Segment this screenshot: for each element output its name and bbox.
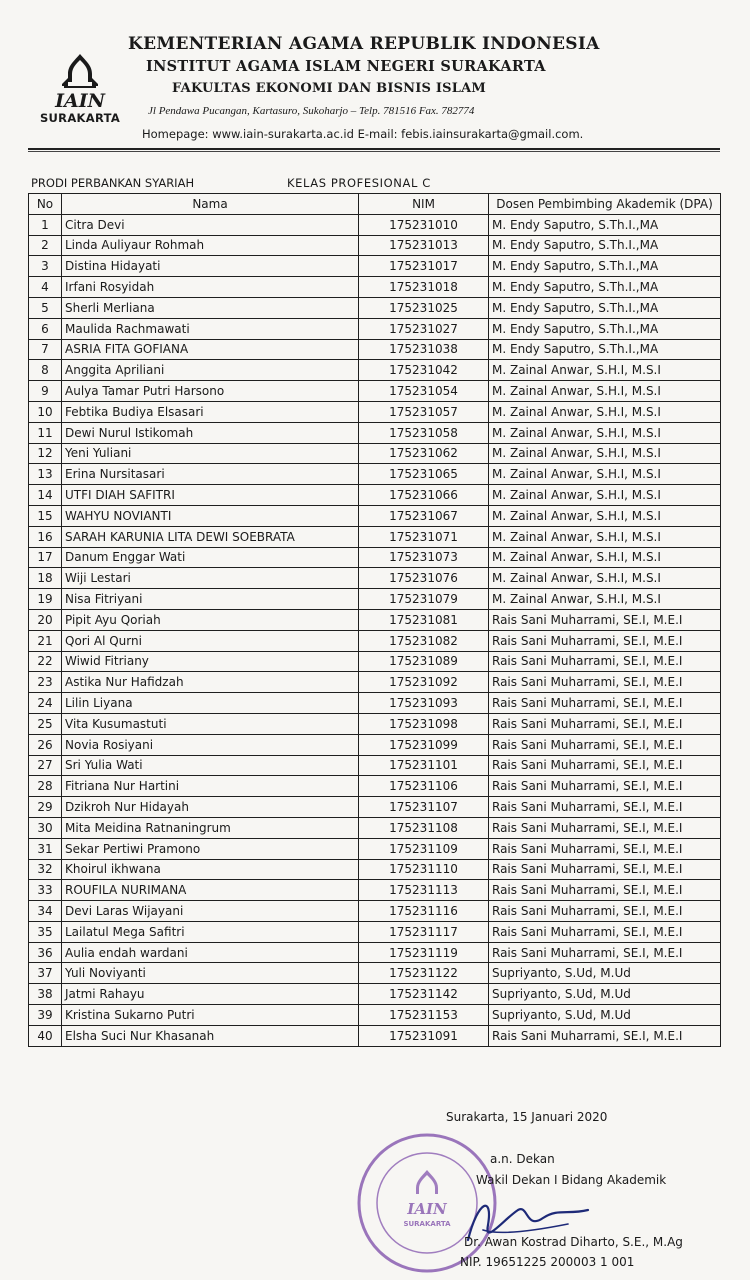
table-row	[29, 568, 721, 589]
signatory-name: Dr. Awan Kostrad Diharto, S.E., M.Ag	[464, 1235, 683, 1249]
table-row	[29, 609, 721, 630]
table-row	[29, 859, 721, 880]
cell-nama: Dewi Nurul Istikomah	[62, 422, 359, 443]
cell-no: 18	[29, 568, 62, 589]
cell-nama: Distina Hidayati	[62, 256, 359, 277]
cell-dpa: M. Zainal Anwar, S.H.I, M.S.I	[489, 505, 721, 526]
table-row	[29, 776, 721, 797]
table-row	[29, 422, 721, 443]
cell-no: 33	[29, 880, 62, 901]
cell-nim: 175231018	[359, 277, 489, 298]
signatory-nip: NIP. 19651225 200003 1 001	[460, 1255, 635, 1269]
table-row	[29, 880, 721, 901]
cell-dpa: Rais Sani Muharrami, SE.I, M.E.I	[489, 859, 721, 880]
table-row	[29, 734, 721, 755]
cell-nim: 175231116	[359, 901, 489, 922]
cell-nim: 175231082	[359, 630, 489, 651]
cell-nama: Novia Rosiyani	[62, 734, 359, 755]
cell-nim: 175231073	[359, 547, 489, 568]
cell-nim: 175231089	[359, 651, 489, 672]
cell-nama: Danum Enggar Wati	[62, 547, 359, 568]
cell-nim: 175231042	[359, 360, 489, 381]
cell-dpa: M. Endy Saputro, S.Th.I.,MA	[489, 235, 721, 256]
institute-title: INSTITUT AGAMA ISLAM NEGERI SURAKARTA	[146, 58, 546, 75]
cell-dpa: M. Zainal Anwar, S.H.I, M.S.I	[489, 485, 721, 506]
table-row	[29, 589, 721, 610]
table-row	[29, 672, 721, 693]
cell-dpa: M. Zainal Anwar, S.H.I, M.S.I	[489, 568, 721, 589]
cell-nama: Khoirul ikhwana	[62, 859, 359, 880]
table-row	[29, 381, 721, 402]
cell-nama: Lilin Liyana	[62, 693, 359, 714]
table-row	[29, 1005, 721, 1026]
cell-nama: Kristina Sukarno Putri	[62, 1005, 359, 1026]
cell-dpa: Rais Sani Muharrami, SE.I, M.E.I	[489, 713, 721, 734]
logo-city: SURAKARTA	[39, 111, 121, 125]
cell-no: 37	[29, 963, 62, 984]
cell-nama: Citra Devi	[62, 214, 359, 235]
cell-nim: 175231071	[359, 526, 489, 547]
cell-dpa: Rais Sani Muharrami, SE.I, M.E.I	[489, 1025, 721, 1046]
iain-logo-emblem-icon	[55, 52, 105, 112]
table-row	[29, 984, 721, 1005]
cell-nama: Aulya Tamar Putri Harsono	[62, 381, 359, 402]
cell-nim: 175231079	[359, 589, 489, 610]
cell-dpa: M. Endy Saputro, S.Th.I.,MA	[489, 214, 721, 235]
cell-nim: 175231119	[359, 942, 489, 963]
cell-no: 16	[29, 526, 62, 547]
cell-nama: WAHYU NOVIANTI	[62, 505, 359, 526]
table-row	[29, 505, 721, 526]
cell-dpa: M. Zainal Anwar, S.H.I, M.S.I	[489, 547, 721, 568]
cell-no: 13	[29, 464, 62, 485]
table-row	[29, 630, 721, 651]
cell-no: 14	[29, 485, 62, 506]
cell-nama: Sekar Pertiwi Pramono	[62, 838, 359, 859]
cell-dpa: M. Zainal Anwar, S.H.I, M.S.I	[489, 589, 721, 610]
cell-dpa: M. Zainal Anwar, S.H.I, M.S.I	[489, 526, 721, 547]
cell-nama: Sri Yulia Wati	[62, 755, 359, 776]
cell-no: 1	[29, 214, 62, 235]
cell-nim: 175231142	[359, 984, 489, 1005]
faculty-title: FAKULTAS EKONOMI DAN BISNIS ISLAM	[172, 81, 486, 96]
header-no: No	[29, 194, 62, 215]
cell-no: 29	[29, 797, 62, 818]
table-row	[29, 360, 721, 381]
cell-dpa: Rais Sani Muharrami, SE.I, M.E.I	[489, 817, 721, 838]
cell-dpa: Rais Sani Muharrami, SE.I, M.E.I	[489, 734, 721, 755]
stamp-logo-text: IAIN	[407, 1200, 447, 1218]
table-row	[29, 901, 721, 922]
cell-dpa: Supriyanto, S.Ud, M.Ud	[489, 1005, 721, 1026]
stamp-city-text: SURAKARTA	[403, 1220, 451, 1228]
table-row	[29, 256, 721, 277]
cell-no: 10	[29, 401, 62, 422]
cell-no: 8	[29, 360, 62, 381]
cell-no: 38	[29, 984, 62, 1005]
cell-nama: Yeni Yuliani	[62, 443, 359, 464]
iain-logo	[34, 52, 126, 144]
table-row	[29, 235, 721, 256]
table-row	[29, 547, 721, 568]
cell-nim: 175231113	[359, 880, 489, 901]
cell-nim: 175231010	[359, 214, 489, 235]
cell-nama: Pipit Ayu Qoriah	[62, 609, 359, 630]
table-row	[29, 277, 721, 298]
homepage-email: Homepage: www.iain-surakarta.ac.id E-mail: febis.iainsurakarta@gmail.com.	[142, 127, 584, 141]
cell-nim: 175231038	[359, 339, 489, 360]
cell-no: 36	[29, 942, 62, 963]
cell-nama: Linda Auliyaur Rohmah	[62, 235, 359, 256]
cell-nim: 175231099	[359, 734, 489, 755]
cell-dpa: Rais Sani Muharrami, SE.I, M.E.I	[489, 901, 721, 922]
class-name: KELAS PROFESIONAL C	[287, 176, 431, 190]
cell-dpa: M. Endy Saputro, S.Th.I.,MA	[489, 277, 721, 298]
cell-nim: 175231109	[359, 838, 489, 859]
cell-nama: Dzikroh Nur Hidayah	[62, 797, 359, 818]
cell-dpa: Supriyanto, S.Ud, M.Ud	[489, 984, 721, 1005]
cell-nim: 175231057	[359, 401, 489, 422]
table-row	[29, 318, 721, 339]
cell-nim: 175231117	[359, 921, 489, 942]
cell-no: 6	[29, 318, 62, 339]
header-divider	[28, 148, 720, 150]
cell-no: 5	[29, 297, 62, 318]
cell-no: 35	[29, 921, 62, 942]
cell-dpa: M. Zainal Anwar, S.H.I, M.S.I	[489, 360, 721, 381]
cell-nim: 175231065	[359, 464, 489, 485]
cell-nim: 175231027	[359, 318, 489, 339]
cell-no: 34	[29, 901, 62, 922]
cell-nim: 175231093	[359, 693, 489, 714]
cell-no: 20	[29, 609, 62, 630]
cell-nama: Sherli Merliana	[62, 297, 359, 318]
cell-nim: 175231067	[359, 505, 489, 526]
cell-no: 19	[29, 589, 62, 610]
cell-no: 28	[29, 776, 62, 797]
student-table	[28, 193, 721, 1047]
cell-nim: 175231025	[359, 297, 489, 318]
cell-nim: 175231058	[359, 422, 489, 443]
cell-nama: Febtika Budiya Elsasari	[62, 401, 359, 422]
cell-dpa: Rais Sani Muharrami, SE.I, M.E.I	[489, 797, 721, 818]
cell-nama: ROUFILA NURIMANA	[62, 880, 359, 901]
cell-no: 21	[29, 630, 62, 651]
cell-nama: Lailatul Mega Safitri	[62, 921, 359, 942]
cell-nama: Jatmi Rahayu	[62, 984, 359, 1005]
header-nama: Nama	[62, 194, 359, 215]
cell-no: 3	[29, 256, 62, 277]
cell-nim: 175231110	[359, 859, 489, 880]
table-row	[29, 401, 721, 422]
cell-dpa: Rais Sani Muharrami, SE.I, M.E.I	[489, 942, 721, 963]
cell-nama: Yuli Noviyanti	[62, 963, 359, 984]
table-row	[29, 797, 721, 818]
cell-nim: 175231107	[359, 797, 489, 818]
cell-nama: Devi Laras Wijayani	[62, 901, 359, 922]
cell-no: 11	[29, 422, 62, 443]
cell-nama: Fitriana Nur Hartini	[62, 776, 359, 797]
cell-dpa: M. Zainal Anwar, S.H.I, M.S.I	[489, 381, 721, 402]
cell-dpa: Supriyanto, S.Ud, M.Ud	[489, 963, 721, 984]
cell-nim: 175231066	[359, 485, 489, 506]
table-row	[29, 651, 721, 672]
table-row	[29, 693, 721, 714]
cell-nim: 175231098	[359, 713, 489, 734]
cell-no: 27	[29, 755, 62, 776]
table-row	[29, 755, 721, 776]
cell-nim: 175231076	[359, 568, 489, 589]
table-row	[29, 526, 721, 547]
cell-dpa: Rais Sani Muharrami, SE.I, M.E.I	[489, 651, 721, 672]
cell-nim: 175231091	[359, 1025, 489, 1046]
cell-nim: 175231101	[359, 755, 489, 776]
table-body	[29, 214, 721, 1046]
header-nim: NIM	[359, 194, 489, 215]
cell-dpa: Rais Sani Muharrami, SE.I, M.E.I	[489, 755, 721, 776]
table-row	[29, 297, 721, 318]
signatory-on-behalf: a.n. Dekan	[490, 1152, 555, 1166]
cell-nim: 175231092	[359, 672, 489, 693]
cell-no: 7	[29, 339, 62, 360]
place-date: Surakarta, 15 Januari 2020	[446, 1110, 608, 1124]
table-row	[29, 464, 721, 485]
cell-nim: 175231081	[359, 609, 489, 630]
cell-dpa: M. Endy Saputro, S.Th.I.,MA	[489, 256, 721, 277]
cell-dpa: Rais Sani Muharrami, SE.I, M.E.I	[489, 609, 721, 630]
cell-nama: Irfani Rosyidah	[62, 277, 359, 298]
table-row	[29, 713, 721, 734]
cell-no: 9	[29, 381, 62, 402]
cell-nama: Wiwid Fitriany	[62, 651, 359, 672]
table-row	[29, 339, 721, 360]
cell-nama: Nisa Fitriyani	[62, 589, 359, 610]
cell-no: 12	[29, 443, 62, 464]
table-row	[29, 1025, 721, 1046]
cell-no: 30	[29, 817, 62, 838]
header-dpa: Dosen Pembimbing Akademik (DPA)	[489, 194, 721, 215]
cell-nama: Maulida Rachmawati	[62, 318, 359, 339]
table-row	[29, 485, 721, 506]
study-program: PRODI PERBANKAN SYARIAH	[31, 176, 195, 190]
cell-dpa: Rais Sani Muharrami, SE.I, M.E.I	[489, 672, 721, 693]
cell-nim: 175231062	[359, 443, 489, 464]
cell-dpa: M. Endy Saputro, S.Th.I.,MA	[489, 318, 721, 339]
cell-dpa: Rais Sani Muharrami, SE.I, M.E.I	[489, 838, 721, 859]
cell-dpa: M. Zainal Anwar, S.H.I, M.S.I	[489, 443, 721, 464]
cell-nama: UTFI DIAH SAFITRI	[62, 485, 359, 506]
cell-nim: 175231017	[359, 256, 489, 277]
table-row	[29, 817, 721, 838]
cell-no: 4	[29, 277, 62, 298]
cell-dpa: M. Zainal Anwar, S.H.I, M.S.I	[489, 401, 721, 422]
ministry-title: KEMENTERIAN AGAMA REPUBLIK INDONESIA	[128, 34, 600, 54]
cell-no: 26	[29, 734, 62, 755]
cell-no: 31	[29, 838, 62, 859]
cell-no: 17	[29, 547, 62, 568]
table-header-row	[29, 194, 721, 215]
cell-nim: 175231122	[359, 963, 489, 984]
table-row	[29, 214, 721, 235]
cell-dpa: M. Endy Saputro, S.Th.I.,MA	[489, 339, 721, 360]
cell-nim: 175231013	[359, 235, 489, 256]
cell-nama: Vita Kusumastuti	[62, 713, 359, 734]
cell-no: 2	[29, 235, 62, 256]
cell-nama: Erina Nursitasari	[62, 464, 359, 485]
cell-nama: Astika Nur Hafidzah	[62, 672, 359, 693]
cell-nama: Wiji Lestari	[62, 568, 359, 589]
cell-dpa: M. Endy Saputro, S.Th.I.,MA	[489, 297, 721, 318]
table-row	[29, 443, 721, 464]
cell-nim: 175231108	[359, 817, 489, 838]
cell-dpa: M. Zainal Anwar, S.H.I, M.S.I	[489, 464, 721, 485]
cell-no: 39	[29, 1005, 62, 1026]
cell-nama: Elsha Suci Nur Khasanah	[62, 1025, 359, 1046]
cell-nim: 175231106	[359, 776, 489, 797]
cell-no: 40	[29, 1025, 62, 1046]
cell-nama: ASRIA FITA GOFIANA	[62, 339, 359, 360]
logo-text: IAIN	[55, 90, 105, 112]
cell-nama: Anggita Apriliani	[62, 360, 359, 381]
cell-dpa: Rais Sani Muharrami, SE.I, M.E.I	[489, 921, 721, 942]
cell-no: 22	[29, 651, 62, 672]
cell-nama: Qori Al Qurni	[62, 630, 359, 651]
table-row	[29, 942, 721, 963]
cell-no: 24	[29, 693, 62, 714]
cell-dpa: M. Zainal Anwar, S.H.I, M.S.I	[489, 422, 721, 443]
cell-no: 15	[29, 505, 62, 526]
cell-nama: Aulia endah wardani	[62, 942, 359, 963]
table-row	[29, 838, 721, 859]
letterhead	[0, 0, 750, 160]
cell-nim: 175231153	[359, 1005, 489, 1026]
cell-dpa: Rais Sani Muharrami, SE.I, M.E.I	[489, 776, 721, 797]
cell-dpa: Rais Sani Muharrami, SE.I, M.E.I	[489, 693, 721, 714]
cell-nim: 175231054	[359, 381, 489, 402]
table-row	[29, 963, 721, 984]
cell-dpa: Rais Sani Muharrami, SE.I, M.E.I	[489, 630, 721, 651]
signatory-position: Wakil Dekan I Bidang Akademik	[476, 1173, 667, 1187]
cell-no: 25	[29, 713, 62, 734]
table-row	[29, 921, 721, 942]
cell-no: 32	[29, 859, 62, 880]
cell-nama: Mita Meidina Ratnaningrum	[62, 817, 359, 838]
header-divider-thin	[28, 151, 720, 152]
cell-dpa: Rais Sani Muharrami, SE.I, M.E.I	[489, 880, 721, 901]
address: Jl Pendawa Pucangan, Kartasuro, Sukoharjo – Telp. 781516 Fax. 782774	[148, 105, 475, 117]
cell-no: 23	[29, 672, 62, 693]
cell-nama: SARAH KARUNIA LITA DEWI SOEBRATA	[62, 526, 359, 547]
